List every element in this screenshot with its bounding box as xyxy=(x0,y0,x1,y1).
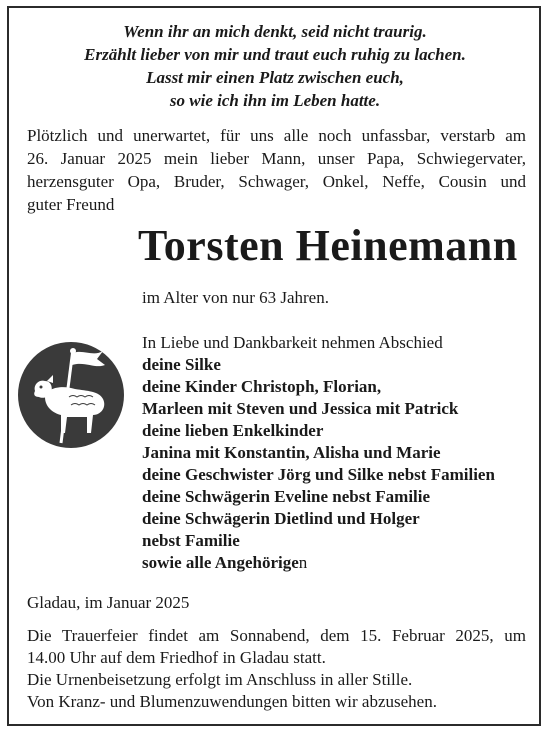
lamb-of-god-icon xyxy=(17,341,125,449)
service-line: Die Trauerfeier findet am Sonnabend, dem 15. Februar 2025, um xyxy=(27,626,526,645)
closing-bold: sowie alle Angehörige xyxy=(142,553,299,572)
farewell-intro: In Liebe und Dankbarkeit nehmen Abschied xyxy=(142,333,443,352)
service-line: 14.00 Uhr auf dem Friedhof in Gladau statt. xyxy=(27,648,326,667)
mourner-line: deine Schwägerin Dietlind und Holger xyxy=(142,509,420,528)
intro-line: guter Freund xyxy=(27,195,115,214)
intro-line: 26. Januar 2025 mein lieber Mann, unser Papa, Schwiegervater, xyxy=(27,149,526,168)
mourner-line: deine lieben Enkelkinder xyxy=(142,421,324,440)
place-date: Gladau, im Januar 2025 xyxy=(27,593,190,612)
intro-text xyxy=(27,124,526,216)
mourner-line: deine Geschwister Jörg und Silke nebst Familien xyxy=(142,465,495,484)
mourner-line: Janina mit Konstantin, Alisha und Marie xyxy=(142,443,441,462)
mourners-block xyxy=(142,332,495,574)
closing-tail: n xyxy=(298,553,308,572)
mourner-line: nebst Familie xyxy=(142,531,240,550)
intro-line: Plötzlich und unerwartet, für uns alle noch unfassbar, verstarb am xyxy=(27,126,526,145)
mourner-line: Marleen mit Steven und Jessica mit Patrick xyxy=(142,399,459,418)
poem-line: Lasst mir einen Platz zwischen euch, xyxy=(146,68,404,87)
mourner-line: deine Kinder Christoph, Florian, xyxy=(142,377,382,396)
age-line: im Alter von nur 63 Jahren. xyxy=(142,288,329,307)
mourner-line: deine Silke xyxy=(142,355,221,374)
poem-line: Wenn ihr an mich denkt, seid nicht traurig. xyxy=(123,22,427,41)
service-info xyxy=(27,625,526,713)
intro-line: herzensguter Opa, Bruder, Schwager, Onkel, Neffe, Cousin und xyxy=(27,172,526,191)
closing-line xyxy=(142,552,495,574)
poem-line: so wie ich ihn im Leben hatte. xyxy=(169,91,381,110)
poem xyxy=(0,20,550,112)
poem-line: Erzählt lieber von mir und traut euch ruhig zu lachen. xyxy=(84,45,466,64)
service-line: Von Kranz- und Blumenzuwendungen bitten wir abzusehen. xyxy=(27,692,437,711)
service-line: Die Urnenbeisetzung erfolgt im Anschluss in aller Stille. xyxy=(27,670,413,689)
deceased-name: Torsten Heinemann xyxy=(138,221,518,270)
mourner-line: deine Schwägerin Eveline nebst Familie xyxy=(142,487,431,506)
